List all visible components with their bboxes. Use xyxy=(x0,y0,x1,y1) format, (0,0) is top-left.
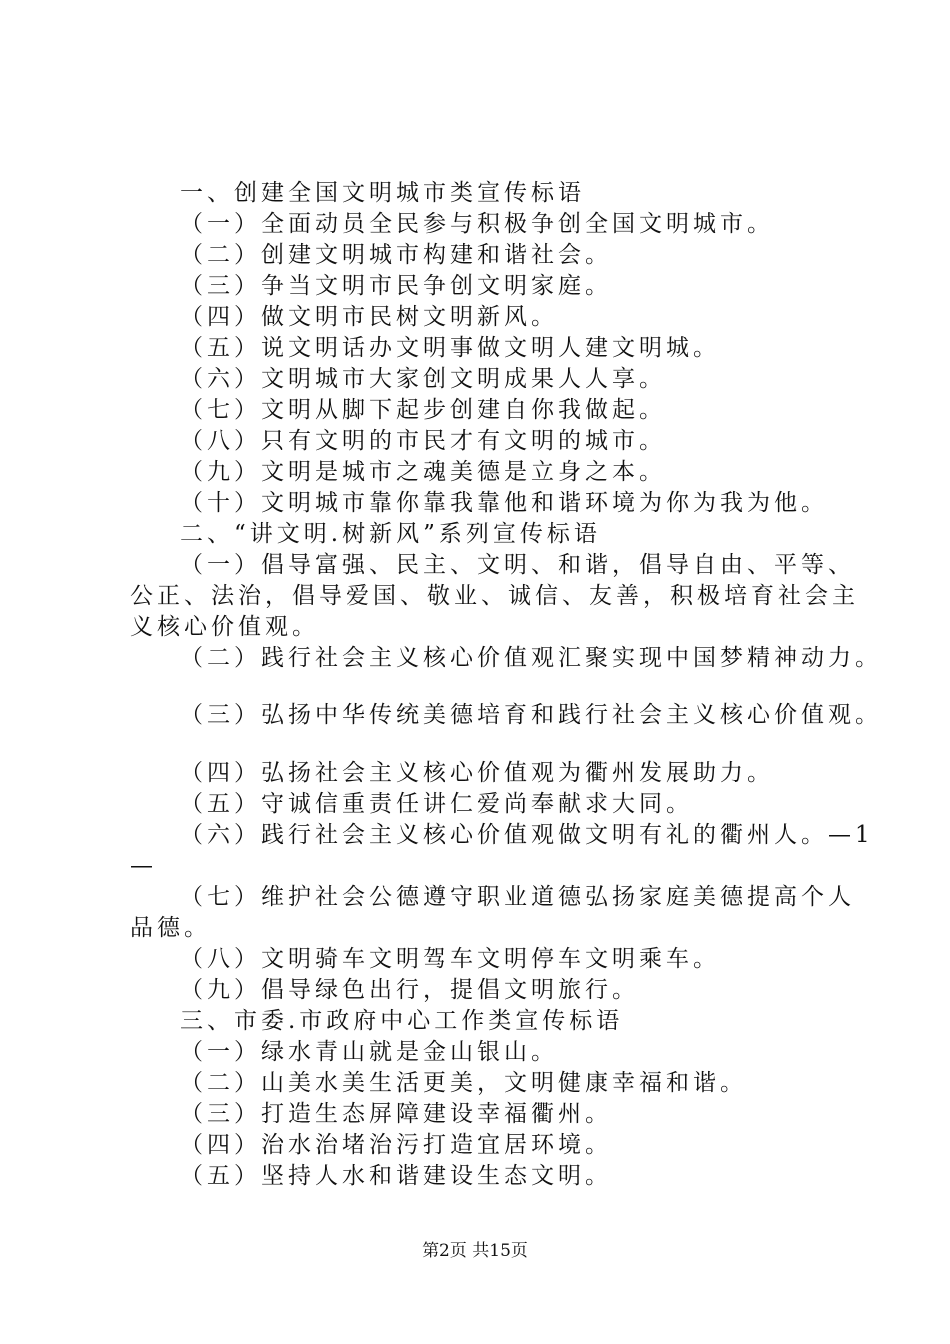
paragraph-line: （十）文明城市靠你靠我靠他和谐环境为你为我为他。 xyxy=(180,490,828,516)
paragraph-line: （一）绿水青山就是金山银山。 xyxy=(180,1039,558,1065)
paragraph-line: （六）文明城市大家创文明成果人人享。 xyxy=(180,366,666,392)
paragraph-line: （三）弘扬中华传统美德培育和践行社会主义核心价值观。 xyxy=(180,702,882,728)
section-heading-2: 二、“讲文明.树新风”系列宣传标语 xyxy=(180,521,601,547)
paragraph-line: 品德。 xyxy=(130,915,211,941)
paragraph-line: — xyxy=(130,853,157,879)
paragraph-line: （六）践行社会主义核心价值观做文明有礼的衢州人。—1 xyxy=(180,822,874,848)
section-heading-1: 一、创建全国文明城市类宣传标语 xyxy=(180,180,585,206)
section-heading-3: 三、市委.市政府中心工作类宣传标语 xyxy=(180,1008,624,1034)
paragraph-line: （一）倡导富强、民主、文明、和谐，倡导自由、平等、 xyxy=(180,552,855,578)
paragraph-line: （五）坚持人水和谐建设生态文明。 xyxy=(180,1163,612,1189)
paragraph-line: （七）文明从脚下起步创建自你我做起。 xyxy=(180,397,666,423)
paragraph-line: （二）创建文明城市构建和谐社会。 xyxy=(180,242,612,268)
paragraph-line: （四）治水治堵治污打造宜居环境。 xyxy=(180,1132,612,1158)
paragraph-line: （三）争当文明市民争创文明家庭。 xyxy=(180,273,612,299)
paragraph-line: （八）只有文明的市民才有文明的城市。 xyxy=(180,428,666,454)
paragraph-line: （四）弘扬社会主义核心价值观为衢州发展助力。 xyxy=(180,760,774,786)
paragraph-line: （四）做文明市民树文明新风。 xyxy=(180,304,558,330)
paragraph-line: （二）山美水美生活更美，文明健康幸福和谐。 xyxy=(180,1070,747,1096)
paragraph-line: （九）倡导绿色出行，提倡文明旅行。 xyxy=(180,977,639,1003)
paragraph-line: （二）践行社会主义核心价值观汇聚实现中国梦精神动力。 xyxy=(180,645,882,671)
paragraph-line: （五）守诚信重责任讲仁爱尚奉献求大同。 xyxy=(180,791,693,817)
paragraph-line: （九）文明是城市之魂美德是立身之本。 xyxy=(180,459,666,485)
paragraph-line: （八）文明骑车文明驾车文明停车文明乘车。 xyxy=(180,946,720,972)
paragraph-line: 公正、法治，倡导爱国、敬业、诚信、友善，积极培育社会主 xyxy=(130,583,859,609)
paragraph-line: （五）说文明话办文明事做文明人建文明城。 xyxy=(180,335,720,361)
paragraph-line: （七）维护社会公德遵守职业道德弘扬家庭美德提高个人 xyxy=(180,884,855,910)
page-number-footer: 第2页 共15页 xyxy=(422,1241,528,1261)
paragraph-line: 义核心价值观。 xyxy=(130,614,319,640)
paragraph-line: （三）打造生态屏障建设幸福衢州。 xyxy=(180,1101,612,1127)
paragraph-line: （一）全面动员全民参与积极争创全国文明城市。 xyxy=(180,211,774,237)
